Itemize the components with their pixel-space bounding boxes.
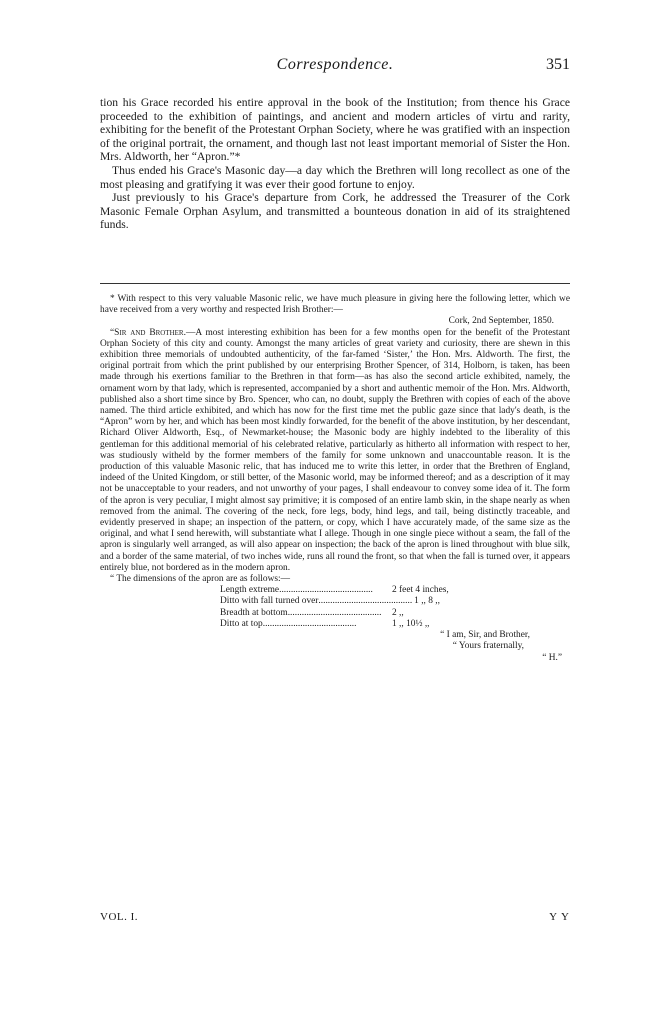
footnote-divider bbox=[100, 283, 570, 284]
dimension-row bbox=[220, 608, 470, 619]
dimension-value: 1 ,, 8 ,, bbox=[414, 596, 440, 607]
main-paragraph: Just previously to his Grace's departure from Cork, he addressed the Treasurer of the Cork Masonic Female Orphan Asylum, and transmitted a bounteous donation in aid of its straightened funds. bbox=[100, 191, 570, 232]
dot-leader: ........................................ bbox=[262, 618, 357, 629]
letter-dateline: Cork, 2nd September, 1850. bbox=[448, 316, 554, 327]
footnote bbox=[100, 294, 570, 664]
page-number: 351 bbox=[546, 56, 570, 73]
running-head: Correspondence. bbox=[276, 56, 394, 73]
dimensions-table bbox=[220, 585, 570, 630]
letter-text: —A most interesting exhibition has been for a few months open for the benefit of the Protestant Orphan Society of this city and county. Amongst the many articles of great variety and curiosity, there are shewn in this exhibition three memorials of undoubted authenticity, of the far-famed ‘Sister,’ the Hon. Mrs. Aldworth. The first, the original portrait from which the print published by our enterprising Brother Spencer, of 314, Holborn, is taken, has been made through his exertions familiar to the Brethren in that form—as has also the second article exhibited, namely, the ornament worn by that lady, which is represented, accompanied by a short and authentic memoir of the Hon. Mrs. Aldworth, published also a short time since by Bro. Spencer, who can, no doubt, supply the Brethren with copies of each of the above named. The third article exhibited, and which has now for the first time met the public gaze since that lady's death, is the “Apron” worn by her, and which has been most kindly forwarded, for the benefit of the above institution, by her descendant, Richard Oliver Aldworth, Esq., of Newmarket-house; the Masonic body are highly indebted to the liberality of this gentleman for this additional memorial of his celebrated relative, particularly as hitherto all information with respect to her, was studiously witheld by the former members of the family for some unknown and unaccountable reason. It is the production of this valuable Masonic relic, that has induced me to write this letter, in order that the Brethren of England, indeed of the United Kingdom, or still better, of the Masonic world, may be informed thereof; and as a description of it may not be unacceptable to your readers, and not unworthy of your pages, I shall endeavour to convey some idea of it. The form of the apron is very peculiar, I might almost say primitive; it is composed of an entire lamb skin, in the shape nearly as when removed from the animal. The covering of the neck, fore legs, body, hind legs, and tail, being distinctly traceable, and evidently preserved in shape; an inspection of the pattern, or copy, which I have accurately made, of the same size as the original, and what I send herewith, will substantiate what I allege. Though in one single piece without a seam, the fall of the apron is singularly well arranged, as will also appear on inspection; the back of the apron is lined throughout with blue silk, and a border of the same material, of two inches wide, runs all round the front, so that when the fall is turned over, it appears entirely blue, not bordered as in the modern apron. bbox=[100, 327, 570, 573]
dimension-label: Length extreme bbox=[220, 585, 280, 596]
dot-leader: ........................................ bbox=[287, 607, 382, 618]
page-header bbox=[100, 56, 570, 78]
dimension-label: Ditto with fall turned over bbox=[220, 596, 319, 607]
letter-closing: “ I am, Sir, and Brother, bbox=[440, 630, 530, 641]
page-footer bbox=[100, 911, 570, 927]
main-paragraph: tion his Grace recorded his entire approval in the book of the Institution; from thence his Grace proceeded to the exhibition of paintings, and ancient and modern articles of virtu and rarity, exhibiting for the benefit of the Protestant Orphan Society, where he was gratified with an inspection of the original portrait, the ornament, and though last not least important memorial of Sister the Hon. Mrs. Aldworth, her “Apron.”* bbox=[100, 96, 570, 164]
dimension-row bbox=[220, 619, 470, 630]
letter-salutation: Sir and Brother. bbox=[114, 327, 186, 338]
dimension-value: 1 ,, 10½ ,, bbox=[392, 618, 430, 629]
dimension-row bbox=[220, 596, 470, 607]
dimension-value: 2 ,, bbox=[392, 607, 404, 618]
dot-leader: ........................................ bbox=[318, 596, 413, 607]
volume-label: VOL. I. bbox=[100, 911, 139, 923]
letter-body: “Sir and Brother.—A most interesting exhibition has been for a few months open for the benefit of the Protestant Orphan Society of this city and county. Amongst the many articles of great variety and curiosity, there are shewn in this exhibition three memorials of undoubted authenticity, of the far-famed ‘Sister,’ the Hon. Mrs. Aldworth. The first, the original portrait from which the print published by our enterprising Brother Spencer, of 314, Holborn, is taken, has been made through his exertions familiar to the Brethren in that form—as has also the second article exhibited, namely, the ornament worn by that lady, which is represented, accompanied by a short and authentic memoir of the Hon. Mrs. Aldworth, published also a short time since by Bro. Spencer, who can, no doubt, supply the Brethren with copies of each of the above named. The third article exhibited, and which has now for the first time met the public gaze since that lady's death, is the “Apron” worn by her, and which has been most kindly forwarded, for the benefit of the above institution, by her descendant, Richard Oliver Aldworth, Esq., of Newmarket-house; the Masonic body are highly indebted to the liberality of this gentleman for this additional memorial of his celebrated relative, particularly as hitherto all information with respect to her, was studiously witheld by the former members of the family for some unknown and unaccountable reason. It is the production of this valuable Masonic relic, that has induced me to write this letter, in order that the Brethren of England, indeed of the United Kingdom, or still better, of the Masonic world, may be informed thereof; and as a description of it may not be unacceptable to your readers, and not unworthy of your pages, I shall endeavour to convey some idea of it. The form of the apron is very peculiar, I might almost say primitive; it is composed of an entire lamb skin, in the shape nearly as when removed from the animal. The covering of the neck, fore legs, body, hind legs, and tail, being distinctly traceable, and evidently preserved in shape; an inspection of the pattern, or copy, which I have accurately made, of the same size as the original, and what I send herewith, will substantiate what I allege. Though in one single piece without a seam, the fall of the apron is singularly well arranged, as will also appear on inspection; the back of the apron is lined throughout with blue silk, and a border of the same material, of two inches wide, runs all round the front, so that when the fall is turned over, it appears entirely blue, not bordered as in the modern apron. bbox=[100, 327, 570, 573]
dimension-label: Ditto at top bbox=[220, 618, 263, 629]
signature-mark: Y Y bbox=[549, 911, 570, 923]
dimension-label: Breadth at bottom bbox=[220, 607, 288, 618]
dot-leader: ........................................ bbox=[279, 585, 373, 596]
letter-closing: “ Yours fraternally, bbox=[452, 641, 524, 652]
dimension-row bbox=[220, 585, 470, 596]
main-paragraph: Thus ended his Grace's Masonic day—a day which the Brethren will long recollect as one of the most pleasing and gratifying it was ever their good fortune to enjoy. bbox=[100, 163, 570, 191]
letter-signature: “ H.” bbox=[542, 652, 562, 663]
dimensions-intro: “ The dimensions of the apron are as follows:— bbox=[110, 574, 290, 585]
dimension-value: 2 feet 4 inches, bbox=[392, 585, 449, 596]
footnote-intro: * With respect to this very valuable Masonic relic, we have much pleasure in giving here the following letter, which we have received from a very worthy and respected Irish Brother:— bbox=[100, 294, 570, 316]
main-text bbox=[100, 96, 570, 232]
